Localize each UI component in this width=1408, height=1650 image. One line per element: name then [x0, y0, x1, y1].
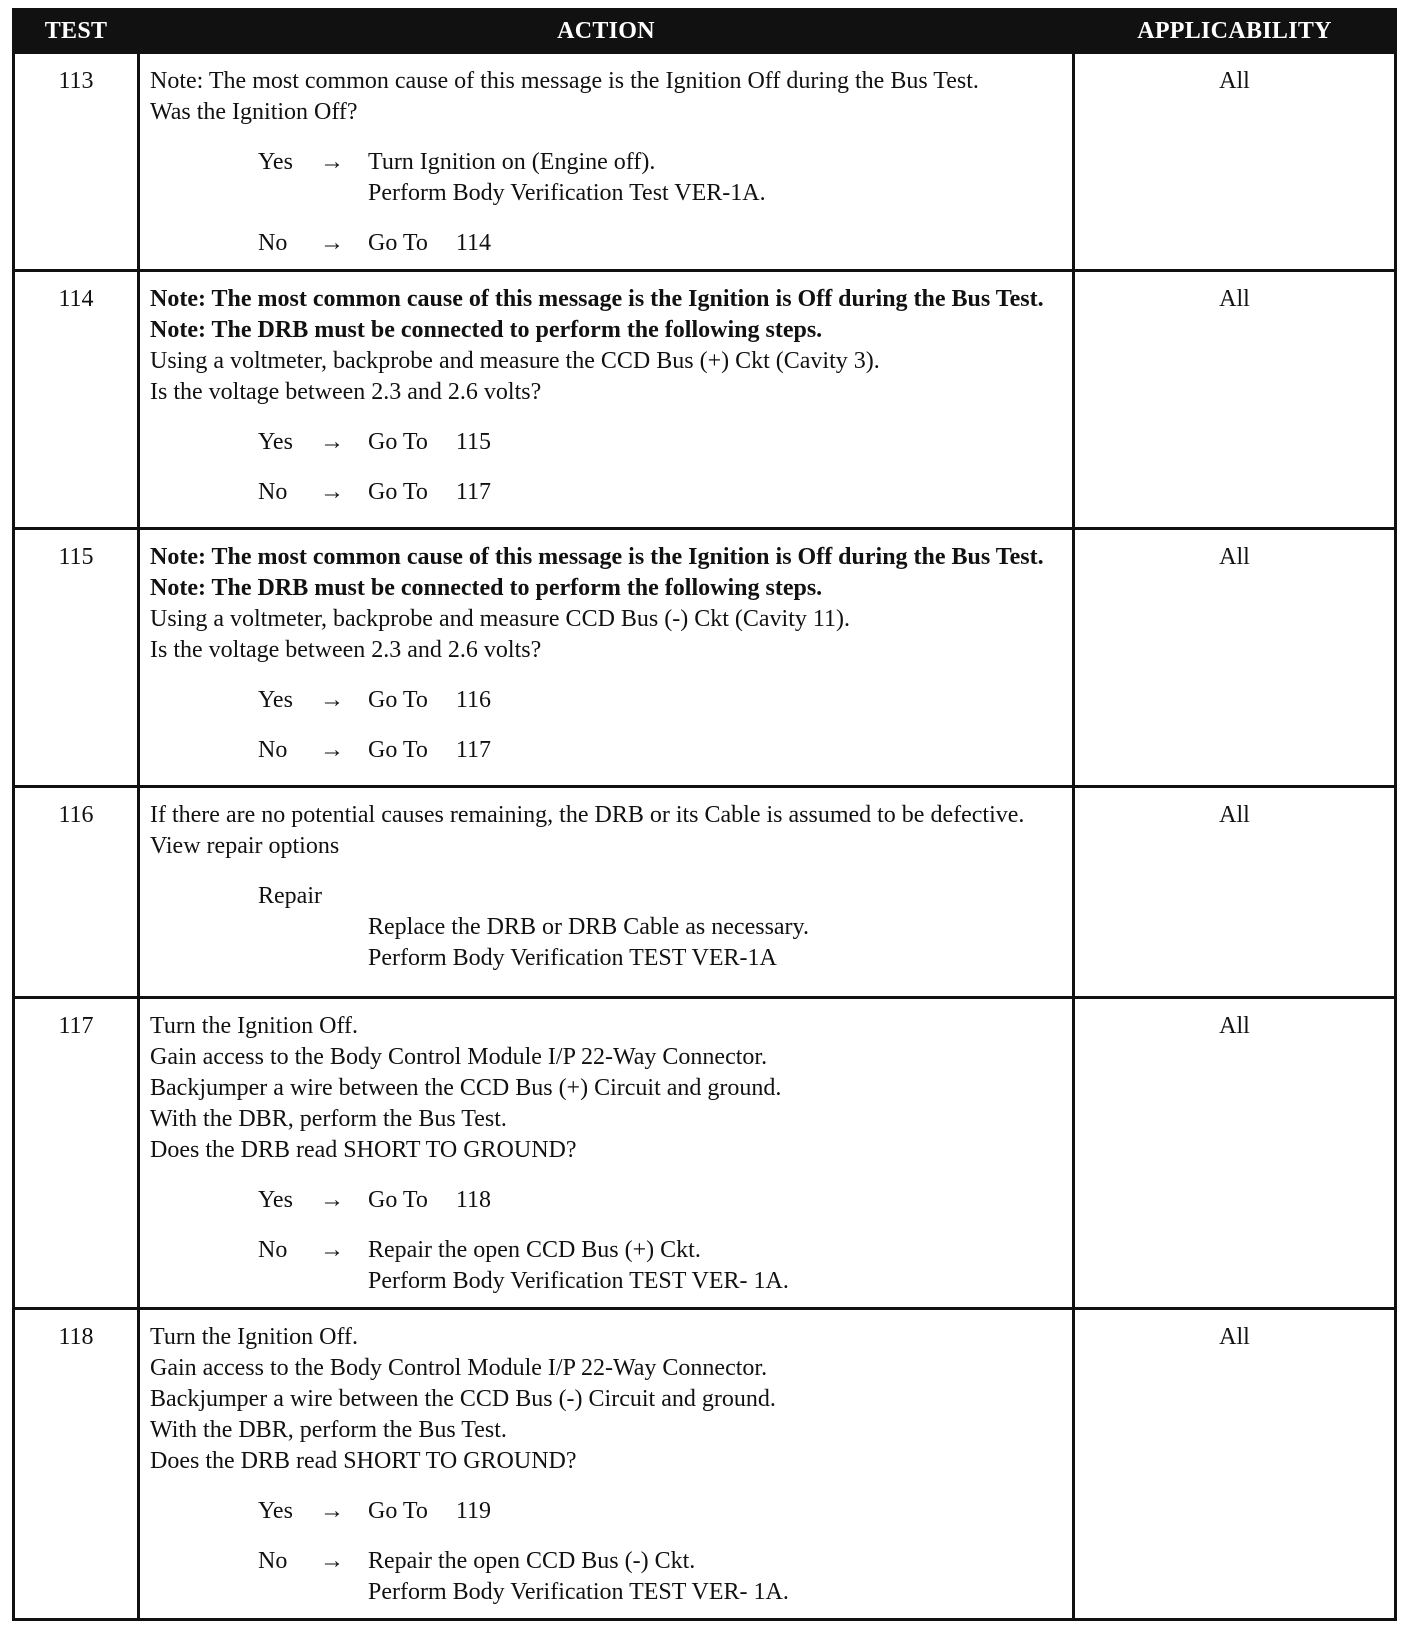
- option-body: [368, 1235, 1064, 1297]
- goto-target-link[interactable]: 118: [455, 1187, 491, 1213]
- goto-text: Go To: [368, 230, 428, 256]
- option-body: [368, 1496, 1064, 1527]
- note-line: Note: The most common cause of this message is the Ignition is Off during the Bus Test.: [150, 286, 1044, 312]
- applicability-value: All: [1074, 53, 1396, 271]
- option-body: [368, 1546, 1064, 1608]
- option-body: [368, 477, 1064, 508]
- option-text-line: Perform Body Verification Test VER-1A.: [368, 180, 766, 206]
- action-line: Turn the Ignition Off.: [150, 1013, 359, 1039]
- action-line: Does the DRB read SHORT TO GROUND?: [150, 1448, 577, 1474]
- action-line: Is the voltage between 2.3 and 2.6 volts?: [150, 379, 542, 405]
- action-cell: [139, 998, 1074, 1309]
- option-yes: [258, 147, 1064, 209]
- goto-target-link[interactable]: 114: [455, 230, 491, 256]
- arrow-right-icon: →: [320, 687, 344, 713]
- header-row: [14, 10, 1396, 53]
- option-text-line: Repair the open CCD Bus (+) Ckt.: [368, 1237, 701, 1263]
- action-line: Gain access to the Body Control Module I/P 22-Way Connector.: [150, 1044, 768, 1070]
- action-line: Gain access to the Body Control Module I/P 22-Way Connector.: [150, 1355, 768, 1381]
- goto-target-link[interactable]: 116: [455, 687, 491, 713]
- test-number: 117: [14, 998, 139, 1309]
- option-no: [258, 477, 1064, 508]
- repair-steps: [368, 912, 1064, 974]
- arrow-right-icon: →: [320, 429, 344, 455]
- option-no: [258, 1546, 1064, 1608]
- table-row: [14, 53, 1396, 271]
- action-line: Was the Ignition Off?: [150, 99, 358, 125]
- option-text-line: Perform Body Verification TEST VER- 1A.: [368, 1579, 789, 1605]
- option-no: [258, 1235, 1064, 1297]
- table-header: [14, 10, 1396, 53]
- diagnostic-test-table-container: [12, 8, 1394, 1621]
- table-row: [14, 787, 1396, 998]
- arrow-right-icon: →: [320, 1237, 344, 1263]
- option-label: No: [258, 1237, 288, 1263]
- option-yes: [258, 1185, 1064, 1216]
- goto-target-link[interactable]: 119: [455, 1498, 491, 1524]
- repair-line: Replace the DRB or DRB Cable as necessary.: [368, 914, 809, 940]
- action-line: View repair options: [150, 833, 340, 859]
- option-body: [368, 147, 1064, 209]
- option-label: Yes: [258, 429, 293, 455]
- option-no: [258, 735, 1064, 766]
- option-body: [368, 735, 1064, 766]
- note-line: Note: The most common cause of this message is the Ignition is Off during the Bus Test.: [150, 544, 1044, 570]
- action-cell: [139, 1309, 1074, 1620]
- option-yes: [258, 685, 1064, 716]
- diagnostic-test-table: [12, 8, 1397, 1621]
- test-number: 114: [14, 271, 139, 529]
- table-row: [14, 998, 1396, 1309]
- test-number: 113: [14, 53, 139, 271]
- action-line: Is the voltage between 2.3 and 2.6 volts?: [150, 637, 542, 663]
- action-line: Does the DRB read SHORT TO GROUND?: [150, 1137, 577, 1163]
- table-row: [14, 1309, 1396, 1620]
- applicability-value: All: [1074, 529, 1396, 787]
- action-line: Backjumper a wire between the CCD Bus (+) Circuit and ground.: [150, 1075, 782, 1101]
- arrow-right-icon: →: [320, 149, 344, 175]
- arrow-right-icon: →: [320, 1498, 344, 1524]
- applicability-value: All: [1074, 271, 1396, 529]
- action-line: With the DBR, perform the Bus Test.: [150, 1417, 507, 1443]
- action-line: If there are no potential causes remaining, the DRB or its Cable is assumed to be defective.: [150, 802, 1025, 828]
- repair-title: Repair: [258, 883, 322, 909]
- option-label: No: [258, 737, 288, 763]
- goto-text: Go To: [368, 687, 428, 713]
- action-cell: [139, 271, 1074, 529]
- option-label: Yes: [258, 149, 293, 175]
- arrow-right-icon: →: [320, 1187, 344, 1213]
- goto-text: Go To: [368, 1498, 428, 1524]
- goto-text: Go To: [368, 479, 428, 505]
- option-text-line: Perform Body Verification TEST VER- 1A.: [368, 1268, 789, 1294]
- applicability-value: All: [1074, 787, 1396, 998]
- test-number: 118: [14, 1309, 139, 1620]
- option-no: [258, 228, 1064, 259]
- option-label: No: [258, 230, 288, 256]
- arrow-right-icon: →: [320, 479, 344, 505]
- option-text-line: Turn Ignition on (Engine off).: [368, 149, 656, 175]
- header-test: TEST: [14, 10, 139, 53]
- action-cell: [139, 53, 1074, 271]
- option-label: Yes: [258, 687, 293, 713]
- option-label: Yes: [258, 1187, 293, 1213]
- action-line: Turn the Ignition Off.: [150, 1324, 359, 1350]
- action-line: Using a voltmeter, backprobe and measure the CCD Bus (+) Ckt (Cavity 3).: [150, 348, 880, 374]
- goto-text: Go To: [368, 1187, 428, 1213]
- arrow-right-icon: →: [320, 737, 344, 763]
- test-number: 116: [14, 787, 139, 998]
- goto-text: Go To: [368, 429, 428, 455]
- goto-text: Go To: [368, 737, 428, 763]
- action-cell: [139, 529, 1074, 787]
- table-row: [14, 529, 1396, 787]
- option-yes: [258, 427, 1064, 458]
- action-line: With the DBR, perform the Bus Test.: [150, 1106, 507, 1132]
- option-label: No: [258, 479, 288, 505]
- option-yes: [258, 1496, 1064, 1527]
- goto-target-link[interactable]: 117: [455, 737, 491, 763]
- note-line: Note: The DRB must be connected to perform the following steps.: [150, 575, 823, 601]
- option-label: Yes: [258, 1498, 293, 1524]
- action-cell: [139, 787, 1074, 998]
- action-line: Backjumper a wire between the CCD Bus (-) Circuit and ground.: [150, 1386, 776, 1412]
- goto-target-link[interactable]: 117: [455, 479, 491, 505]
- option-body: [368, 1185, 1064, 1216]
- header-applicability: APPLICABILITY: [1074, 10, 1396, 53]
- table-row: [14, 271, 1396, 529]
- repair-line: Perform Body Verification TEST VER-1A: [368, 945, 777, 971]
- option-body: [368, 228, 1064, 259]
- option-body: [368, 685, 1064, 716]
- header-action: ACTION: [139, 10, 1074, 53]
- action-line: Using a voltmeter, backprobe and measure CCD Bus (-) Ckt (Cavity 11).: [150, 606, 850, 632]
- goto-target-link[interactable]: 115: [455, 429, 491, 455]
- applicability-value: All: [1074, 998, 1396, 1309]
- option-body: [368, 427, 1064, 458]
- table-body: [14, 53, 1396, 1620]
- arrow-right-icon: →: [320, 1548, 344, 1574]
- applicability-value: All: [1074, 1309, 1396, 1620]
- action-line: Note: The most common cause of this message is the Ignition Off during the Bus Test.: [150, 68, 979, 94]
- option-text-line: Repair the open CCD Bus (-) Ckt.: [368, 1548, 696, 1574]
- test-number: 115: [14, 529, 139, 787]
- option-label: No: [258, 1548, 288, 1574]
- note-line: Note: The DRB must be connected to perform the following steps.: [150, 317, 823, 343]
- arrow-right-icon: →: [320, 230, 344, 256]
